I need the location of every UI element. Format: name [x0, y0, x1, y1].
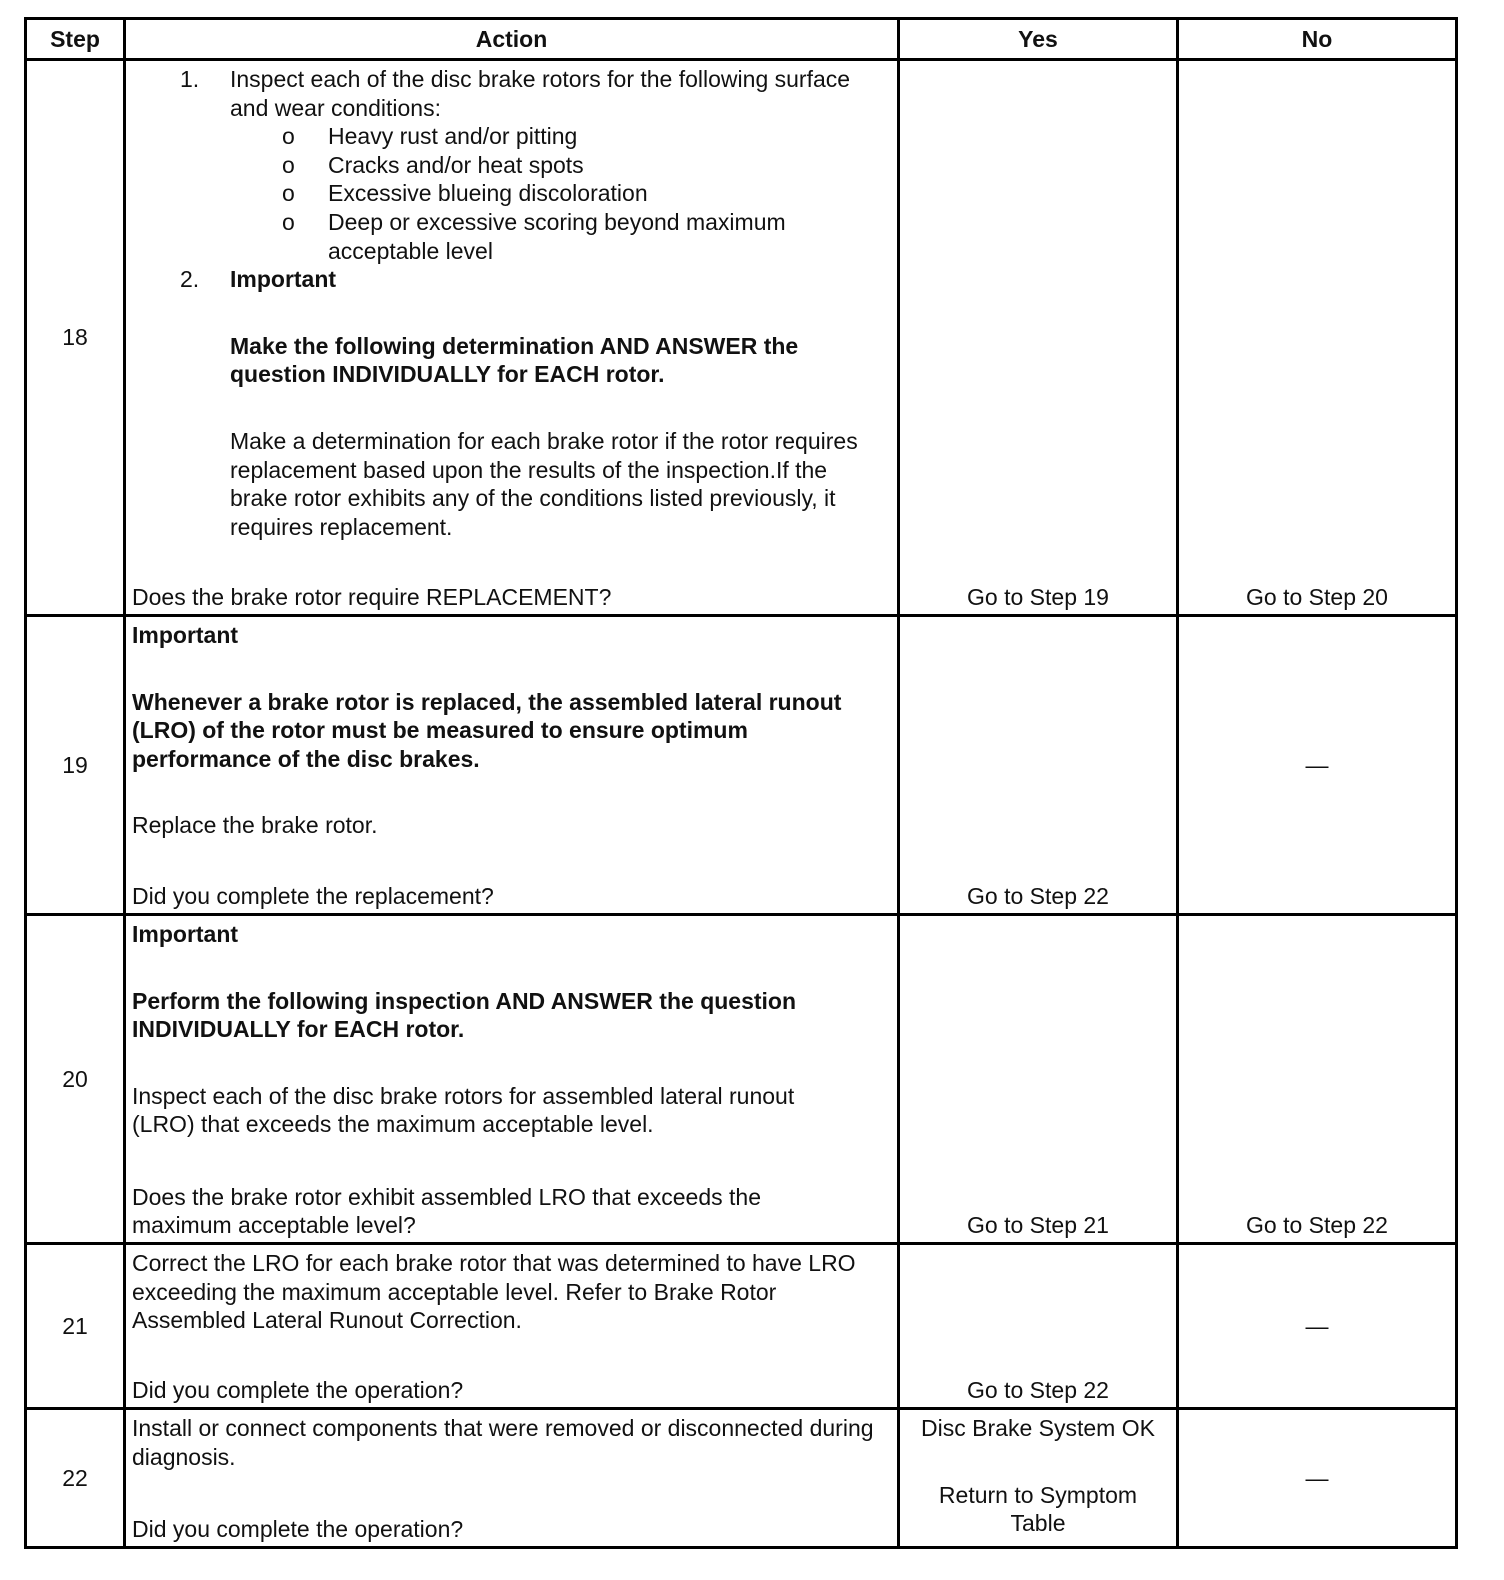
important-label: Important	[132, 921, 239, 947]
item-number: 1.	[180, 66, 200, 92]
yes-cell: Go to Step 22	[899, 616, 1178, 915]
table-row-step-18	[26, 60, 1457, 616]
no-cell: Go to Step 22	[1178, 915, 1457, 1244]
bullet-glyph: o	[282, 180, 295, 207]
action-cell	[125, 616, 899, 915]
no-cell: Go to Step 20	[1178, 60, 1457, 616]
yes-cell	[899, 1409, 1178, 1548]
item-number: 2.	[180, 266, 200, 293]
action-cell	[125, 1409, 899, 1548]
header-action: Action	[125, 19, 899, 60]
bullet-glyph: o	[282, 208, 295, 235]
yes-cell: Go to Step 21	[899, 915, 1178, 1244]
important-note: Whenever a brake rotor is replaced, the assembled lateral runout (LRO) of the rotor must be measured to ensure optimum performance of the disc brakes.	[132, 688, 842, 772]
spacer	[132, 1044, 891, 1082]
important-label: Important	[132, 622, 239, 648]
action-body: Make a determination for each brake rotor if the rotor requires replacement based upon the results of the inspection.If the brake rotor exhibits any of the conditions listed previously, it requires replacement.	[230, 427, 858, 540]
yes-result-return: Return to Symptom Table	[938, 1481, 1138, 1537]
action-cell	[125, 915, 899, 1244]
yes-cell: Go to Step 19	[899, 60, 1178, 616]
spacer	[900, 1443, 1176, 1481]
numbered-item-1	[132, 65, 891, 122]
no-cell: —	[1178, 1244, 1457, 1409]
header-row	[26, 19, 1457, 60]
bullet-item	[132, 122, 891, 151]
header-step: Step	[26, 19, 125, 60]
table-row-step-19	[26, 616, 1457, 915]
important-note: Perform the following inspection AND ANSWER the question INDIVIDUALLY for EACH rotor.	[132, 987, 797, 1043]
table-row-step-20	[26, 915, 1457, 1244]
diagnostic-table	[24, 17, 1458, 1549]
important-note: Make the following determination AND ANSWER the question INDIVIDUALLY for EACH rotor.	[230, 332, 799, 388]
bullet-text: Excessive blueing discoloration	[328, 180, 648, 207]
header-yes: Yes	[899, 19, 1178, 60]
no-cell: —	[1178, 616, 1457, 915]
yes-cell: Go to Step 22	[899, 1244, 1178, 1409]
bullet-item	[132, 151, 891, 180]
action-question: Does the brake rotor exhibit assembled LRO that exceeds the maximum acceptable level?	[132, 1183, 762, 1239]
action-question: Did you complete the operation?	[132, 1516, 464, 1543]
spacer	[132, 949, 891, 987]
spacer	[132, 650, 891, 688]
bullet-item	[132, 179, 891, 208]
step-number: 22	[26, 1409, 125, 1548]
bullet-item	[132, 208, 891, 265]
action-cell	[125, 1244, 899, 1409]
step-number: 19	[26, 616, 125, 915]
bullet-text: Deep or excessive scoring beyond maximum acceptable level	[328, 208, 786, 264]
table-row-step-21	[26, 1244, 1457, 1409]
action-body: Correct the LRO for each brake rotor that was determined to have LRO exceeding the maximum acceptable level. Refer to Brake Rotor Assembled Lateral Runout Correction.	[132, 1250, 856, 1334]
action-body: Replace the brake rotor.	[132, 812, 378, 839]
item-text: Inspect each of the disc brake rotors for the following surface and wear conditions:	[230, 66, 851, 121]
action-cell	[125, 60, 899, 616]
bullet-glyph: o	[282, 123, 295, 150]
step-number: 20	[26, 915, 125, 1244]
numbered-item-2	[132, 265, 891, 294]
table-row-step-22	[26, 1409, 1457, 1548]
step-number: 21	[26, 1244, 125, 1409]
spacer	[132, 294, 891, 332]
spacer	[132, 389, 891, 427]
bullet-text: Heavy rust and/or pitting	[328, 123, 578, 150]
important-label: Important	[230, 266, 337, 293]
action-body: Install or connect components that were removed or disconnected during diagnosis.	[132, 1415, 874, 1470]
step-number: 18	[26, 60, 125, 616]
header-no: No	[1178, 19, 1457, 60]
action-question: Did you complete the operation?	[132, 1377, 464, 1404]
no-cell: —	[1178, 1409, 1457, 1548]
spacer	[132, 773, 891, 811]
bullet-text: Cracks and/or heat spots	[328, 151, 584, 178]
yes-result-ok: Disc Brake System OK	[921, 1415, 1155, 1441]
bullet-glyph: o	[282, 151, 295, 178]
action-question: Did you complete the replacement?	[132, 883, 494, 910]
action-question: Does the brake rotor require REPLACEMENT?	[132, 584, 612, 611]
action-body: Inspect each of the disc brake rotors for assembled lateral runout (LRO) that exceeds the maximum acceptable level.	[132, 1082, 795, 1138]
